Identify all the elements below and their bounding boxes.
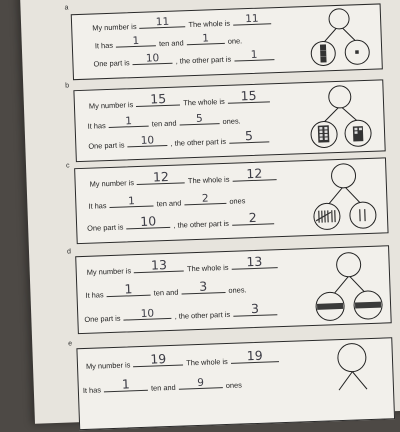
ones-label: one. [228,36,243,45]
my-number-label: My number is [90,178,135,189]
whole-circle [336,252,361,277]
ones-blank[interactable] [184,194,226,205]
part-a-blank[interactable] [123,309,171,321]
question-box-e [76,337,395,430]
has-label: It has [83,385,101,395]
ones-answer: 3 [181,280,225,294]
my-number-answer: 19 [133,353,183,367]
ones-blank[interactable] [178,378,222,390]
my-number-blank[interactable] [139,17,185,29]
ones-answer: 2 [184,193,226,204]
my-number-answer: 11 [139,16,185,28]
part-circle [314,203,341,230]
other-part-label: , the other part is [174,310,230,321]
tens-answer: 1 [116,35,156,46]
has-label: It has [87,121,105,131]
part-label: One part is [87,223,123,233]
my-number-label: My number is [87,266,132,277]
tens-answer: 1 [104,378,148,392]
whole-blank[interactable] [228,92,270,103]
part-b-blank[interactable] [232,214,274,225]
one-cube-icon [355,50,359,54]
whole-label: The whole is [188,19,230,29]
question-box-a [71,3,383,80]
whole-answer: 12 [232,167,276,181]
my-number-label: My number is [89,100,134,111]
tens-label: ten and [151,383,176,393]
part-whole-diagram [315,340,389,402]
part-a-blank[interactable] [127,136,167,147]
whole-blank[interactable] [231,258,277,270]
has-label: It has [95,41,113,51]
other-part-label: , the other part is [176,55,232,66]
whole-circle [328,86,351,109]
part-b-answer: 3 [233,302,277,316]
part-whole-diagram [305,161,383,234]
ones-label: ones. [228,285,246,295]
other-part-label: , the other part is [170,137,226,148]
ones-blank[interactable] [186,34,224,45]
whole-answer: 15 [227,89,269,102]
whole-answer: 13 [231,255,277,269]
whole-label: The whole is [186,357,228,367]
ones-label: ones. [222,116,240,126]
part-b-answer: 1 [234,49,274,60]
tens-answer: 1 [108,116,148,127]
part-label: One part is [88,140,124,150]
ones-blank[interactable] [179,114,219,125]
my-number-blank[interactable] [137,173,185,185]
whole-label: The whole is [187,263,229,273]
part-a-answer: 10 [132,53,172,64]
ones-label: ones [229,196,245,206]
part-whole-diagram [304,6,376,70]
part-label: One part is [84,314,120,324]
tens-blank[interactable] [109,117,149,128]
question-letter-b: b [65,82,69,89]
whole-label: The whole is [183,97,225,107]
question-box-b [73,79,385,162]
tens-label: ten and [159,38,184,48]
question-letter-c: c [66,162,70,169]
part-circle [349,202,376,229]
part-a-answer: 10 [123,308,171,320]
has-label: It has [85,290,103,300]
my-number-label: My number is [86,360,131,371]
whole-label: The whole is [188,175,230,185]
question-letter-e: e [68,340,72,347]
part-label: One part is [93,58,129,68]
tens-answer: 1 [109,195,153,207]
worksheet-page [20,0,400,424]
ones-answer: 9 [178,377,222,389]
my-number-answer: 12 [137,170,185,184]
tens-label: ten and [156,199,181,209]
part-b-blank[interactable] [233,305,277,317]
whole-circle [329,9,350,30]
ones-answer: 5 [179,113,219,124]
ones-answer: 1 [186,33,224,44]
tens-blank[interactable] [116,36,156,47]
question-box-d [75,245,392,334]
my-number-blank[interactable] [136,95,180,107]
part-b-answer: 5 [229,129,269,142]
part-b-blank[interactable] [229,132,269,143]
my-number-answer: 15 [136,92,180,106]
tens-label: ten and [152,119,177,129]
whole-circle [331,163,356,188]
whole-blank[interactable] [232,170,276,182]
whole-circle [337,343,366,372]
part-b-blank[interactable] [234,50,274,61]
part-whole-diagram [302,83,378,152]
other-part-label: , the other part is [173,219,229,230]
ten-rod-icon [355,302,381,309]
ten-rod-icon [317,303,343,310]
tens-blank[interactable] [104,381,148,393]
my-number-blank[interactable] [133,356,183,368]
tens-label: ten and [154,288,179,298]
part-a-answer: 10 [126,215,170,229]
my-number-answer: 13 [134,258,184,272]
part-whole-diagram [308,248,388,323]
tens-answer: 1 [106,283,150,297]
part-b-answer: 2 [232,211,274,224]
part-a-blank[interactable] [132,54,172,65]
has-label: It has [88,201,106,211]
ten-rod-icon [320,44,327,62]
part-a-blank[interactable] [126,218,170,230]
page-instruction [80,0,380,4]
whole-answer: 11 [233,13,271,24]
tens-blank[interactable] [106,286,150,298]
tens-blank[interactable] [109,196,153,208]
ones-blank[interactable] [181,283,225,295]
question-letter-a: a [64,4,68,11]
whole-blank[interactable] [231,352,279,364]
ones-label: ones [226,380,242,390]
whole-answer: 19 [230,349,278,363]
part-a-answer: 10 [127,135,167,146]
my-number-blank[interactable] [134,261,184,273]
my-number-label: My number is [92,22,137,33]
question-box-c [74,157,388,244]
whole-blank[interactable] [233,14,271,25]
question-letter-d: d [67,248,71,255]
